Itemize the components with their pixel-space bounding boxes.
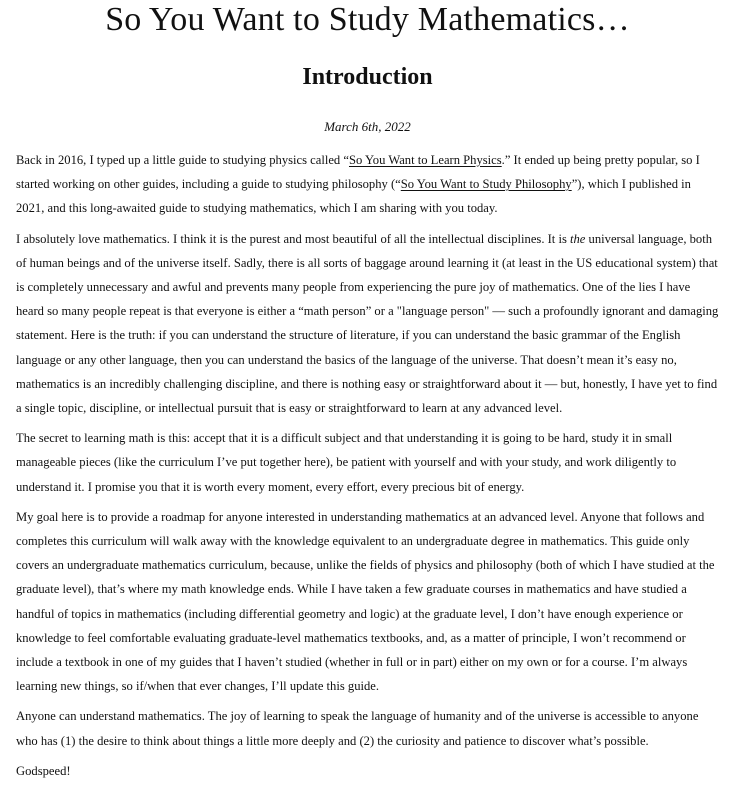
paragraph-closing: Godspeed! [16, 763, 71, 778]
paragraph-text: I absolutely love mathematics. I think it is the purest and most beautiful of all the intellectual disciplines. It is [16, 231, 571, 246]
physics-guide-link[interactable]: So You Want to Learn Physics [348, 153, 502, 167]
paragraph-text: universal language, both of human beings and of the universe itself. Sadly, there is all sorts of baggage around learning it (at least in the US educational system) that is completely unnecessary and awful and prevents many people from experiencing the pure joy of mathematics. One of the lies I have heard so many people repeat is that everyone is either a “math person” or a "language person" — such a profoundly ignorant and damaging statement. Here is the truth: if you can understand the structure of literature, if you can understand the basic grammar of the English language or any other language, then you can understand the basics of the language of the universe. That doesn’t mean it’s easy no, mathematics is an incredibly challenging discipline, and there is nothing easy or straightforward about it — but, honestly, I have yet to find a single topic, discipline, or intellectual pursuit that is easy or straightforward to learn at any advanced level. [16, 231, 719, 416]
article-body [16, 148, 719, 789]
paragraph-text: .” It ended up being pretty popular, so I started working on other guides, including a guide to studying philosophy (“ [16, 153, 700, 192]
section-title: Introduction [302, 64, 433, 90]
paragraph-text: Back in 2016, I typed up a little guide to studying physics called “ [16, 153, 349, 167]
site-title[interactable]: So You Want to Study Mathematics… [105, 1, 630, 38]
philosophy-guide-link[interactable]: So You Want to Study Philosophy [400, 177, 572, 192]
paragraph-text: ”), which I published in 2021, and this long-awaited guide to studying mathematics, which I am sharing with you today. [16, 177, 691, 216]
paragraph-anyone-can: Anyone can understand mathematics. The joy of learning to speak the language of humanity and of the universe is accessible to anyone who has (1) the desire to think about things a little more deeply and (2) the curiosity and patience to discover what’s possible. [16, 709, 699, 748]
post-date: March 6th, 2022 [324, 119, 411, 134]
paragraph-goal: My goal here is to provide a roadmap for anyone interested in understanding mathematics at an advanced level. Anyone that follows and completes this curriculum will walk away with the knowledge equivalent to an undergraduate degree in mathematics. This guide only covers an undergraduate mathematics curriculum, because, unlike the fields of physics and philosophy (both of which I have studied at the graduate level), that’s where my math knowledge ends. While I have taken a few graduate courses in mathematics and have studied a handful of topics in mathematics (including differential geometry and logic) at the graduate level, I don’t have enough experience or knowledge to feel comfortable evaluating graduate-level mathematics textbooks, and, as a matter of principle, I won’t recommend or include a textbook in one of my guides that I haven’t studied (whether in full or in part) either on my own or for a course. I’m always learning new things, so if/when that ever changes, I’ll update this guide. [16, 509, 715, 694]
paragraph-love-of-math [16, 227, 719, 421]
emphasis-the: the [570, 231, 586, 246]
paragraph-intro-guides [16, 148, 719, 221]
paragraph-secret: The secret to learning math is this: accept that it is a difficult subject and that understanding it is going to be hard, study it in small manageable pieces (like the curriculum I’ve put together here), be patient with yourself and with your study, and work diligently to understand it. I promise you that it is worth every moment, every effort, every precious bit of energy. [16, 431, 677, 494]
